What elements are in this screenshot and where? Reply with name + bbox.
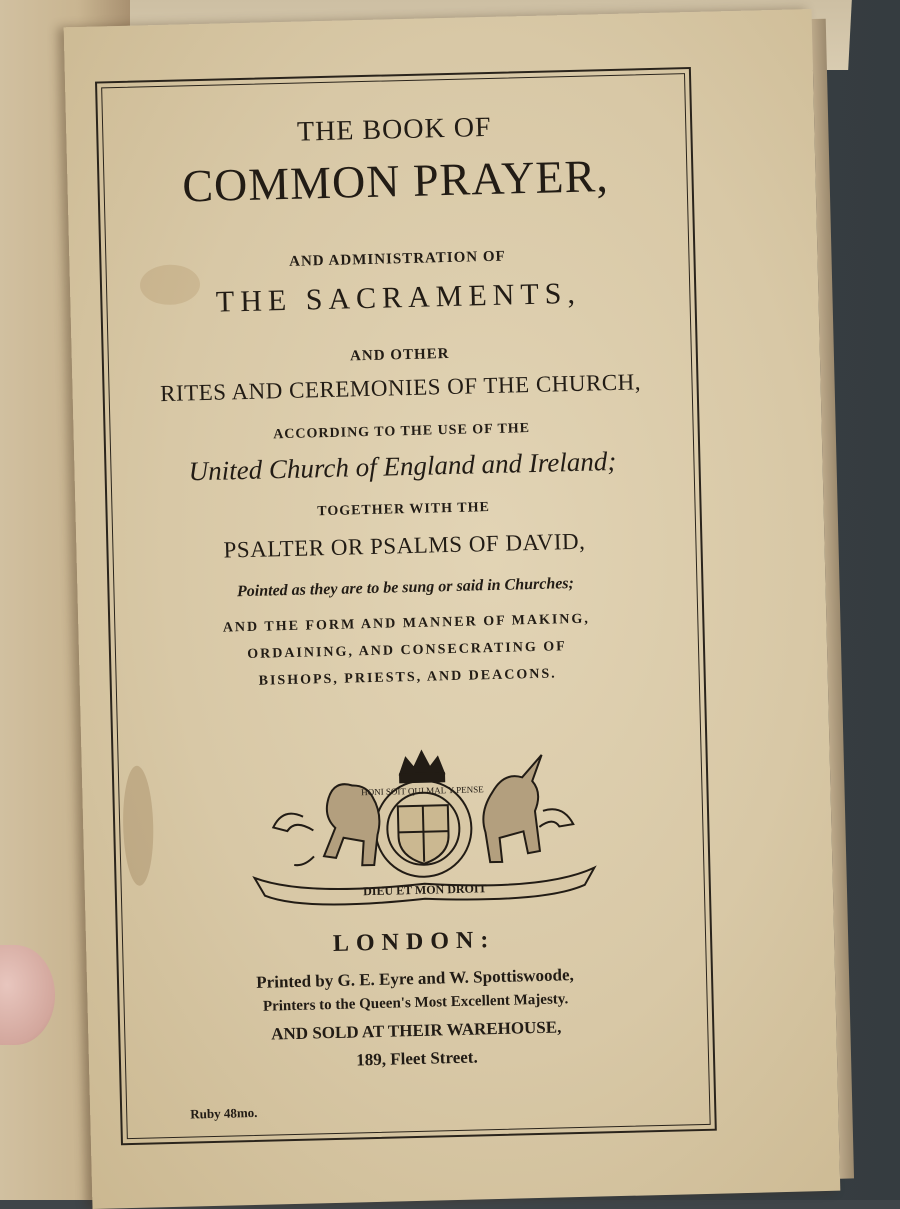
format-note: Ruby 48mo. [190,1104,258,1122]
title-form-manner: AND THE FORM AND MANNER OF MAKING, [222,611,590,636]
title-sacraments: THE SACRAMENTS, [215,276,582,319]
imprint-city: LONDON: [332,927,496,958]
title-and-other: AND OTHER [349,345,450,365]
crest-motto-bottom: DIEU ET MON DROIT [362,881,487,899]
imprint-printers-to: Printers to the Queen's Most Excellent Majesty. [262,991,569,1015]
title-psalter: PSALTER OR PSALMS OF DAVID, [223,528,586,563]
title-pointed: Pointed as they are to be sung or said in Churches; [236,575,575,601]
royal-coat-of-arms-icon [241,739,605,908]
crest-motto-top: HONI SOIT QUI MAL Y PENSE [361,784,484,798]
title-common-prayer: COMMON PRAYER, [181,150,610,212]
title-bishops: BISHOPS, PRIESTS, AND DEACONS. [258,666,557,689]
title-ordaining: ORDAINING, AND CONSECRATING OF [247,639,567,663]
title-administration: AND ADMINISTRATION OF [288,248,506,270]
title-rites-ceremonies: RITES AND CEREMONIES OF THE CHURCH, [159,369,642,407]
imprint-printed-by: Printed by G. E. Eyre and W. Spottiswoode, [256,965,574,992]
imprint-address: 189, Fleet Street. [356,1047,478,1070]
title-united-church: United Church of England and Ireland; [188,445,617,487]
title-line-book-of: THE BOOK OF [296,111,492,148]
title-page [64,9,841,1209]
title-together-with: TOGETHER WITH THE [317,500,491,520]
title-according-to: ACCORDING TO THE USE OF THE [273,421,531,443]
imprint-sold: AND SOLD AT THEIR WAREHOUSE, [271,1017,562,1044]
